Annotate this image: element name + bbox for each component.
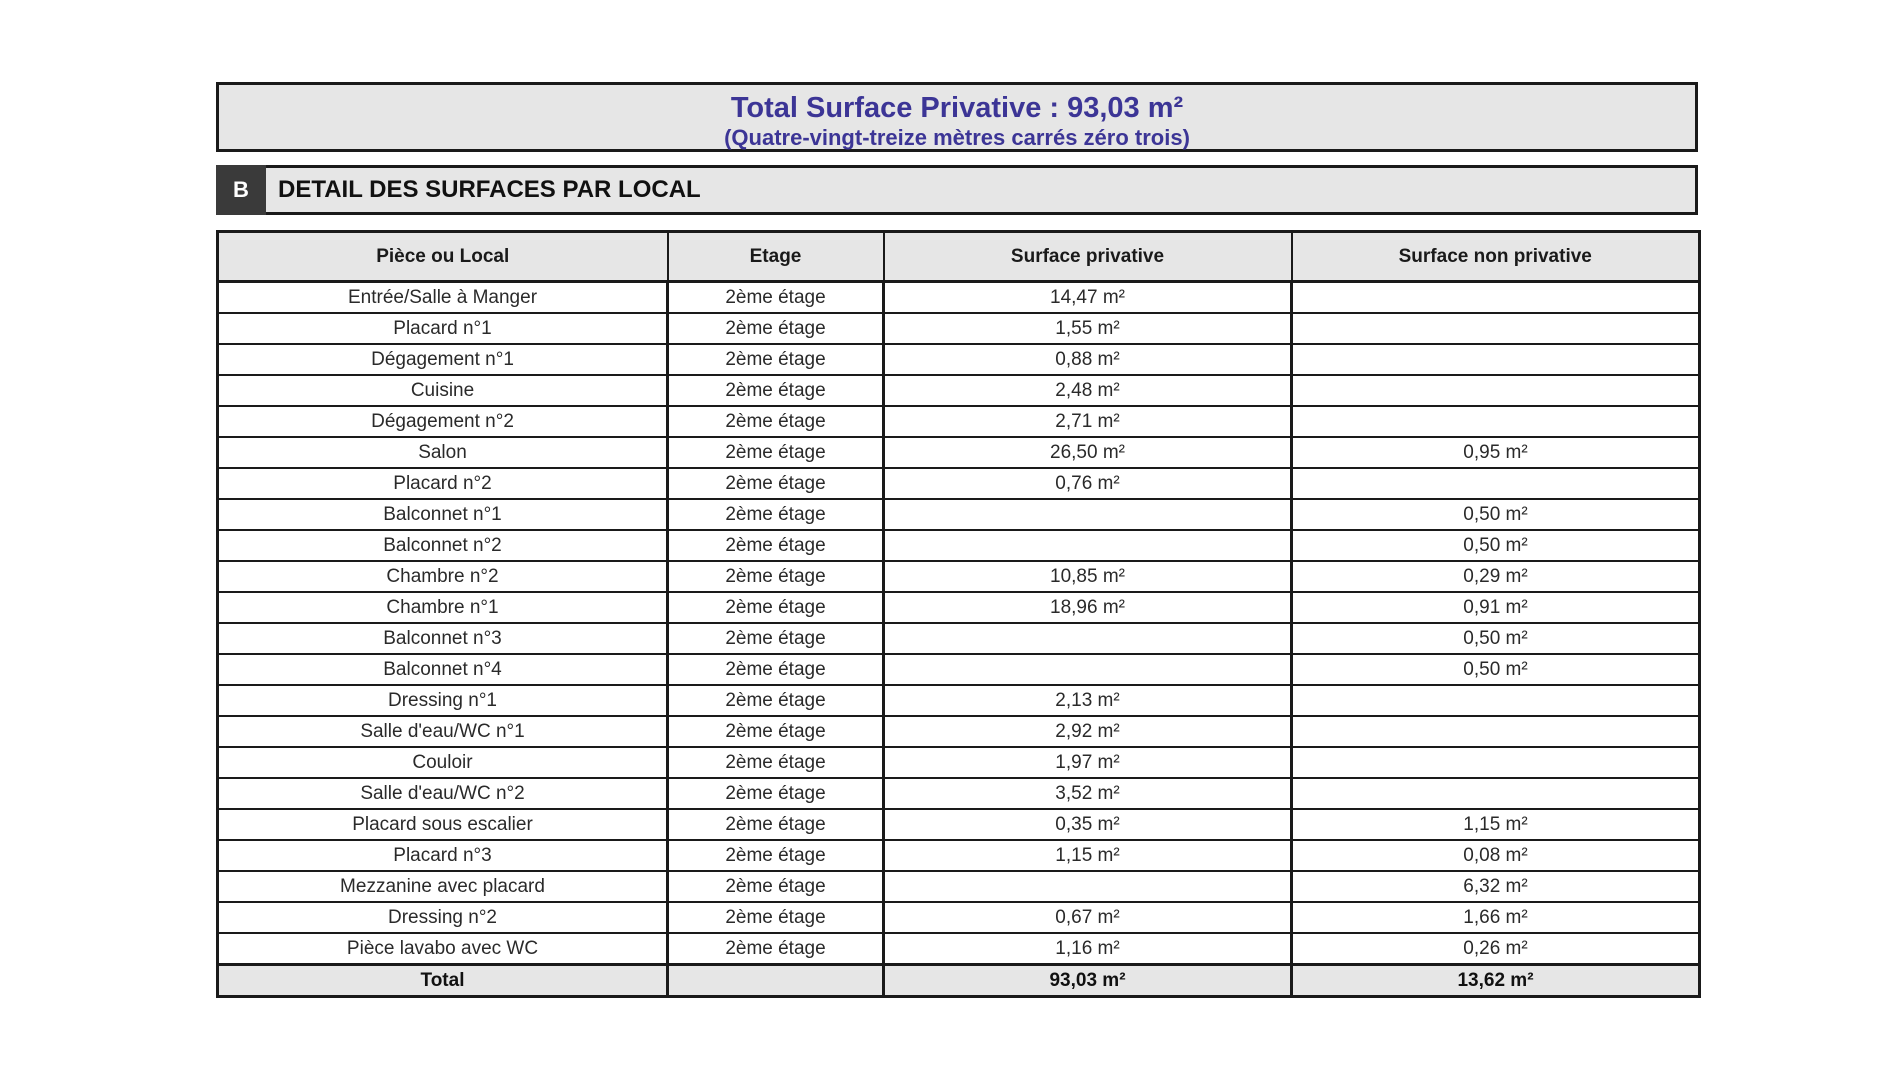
table-row <box>218 313 1700 344</box>
cell-room-name: Placard n°1 <box>218 313 668 344</box>
cell-floor: 2ème étage <box>668 313 884 344</box>
cell-private-surface: 1,15 m² <box>884 840 1292 871</box>
cell-room-name: Chambre n°1 <box>218 592 668 623</box>
table-body <box>218 282 1700 997</box>
cell-room-name: Balconnet n°4 <box>218 654 668 685</box>
total-floor <box>668 965 884 997</box>
cell-non-private-surface: 1,66 m² <box>1292 902 1700 933</box>
cell-non-private-surface <box>1292 282 1700 314</box>
cell-floor: 2ème étage <box>668 468 884 499</box>
cell-non-private-surface <box>1292 406 1700 437</box>
table-row <box>218 871 1700 902</box>
cell-private-surface: 2,92 m² <box>884 716 1292 747</box>
total-surface-summary <box>216 82 1698 152</box>
cell-private-surface: 14,47 m² <box>884 282 1292 314</box>
total-private-surface: 93,03 m² <box>884 965 1292 997</box>
section-letter: B <box>216 165 266 215</box>
cell-floor: 2ème étage <box>668 344 884 375</box>
cell-private-surface: 1,97 m² <box>884 747 1292 778</box>
total-label: Total <box>218 965 668 997</box>
cell-private-surface: 2,13 m² <box>884 685 1292 716</box>
table-total-row <box>218 965 1700 997</box>
cell-floor: 2ème étage <box>668 375 884 406</box>
total-non-private-surface: 13,62 m² <box>1292 965 1700 997</box>
cell-room-name: Entrée/Salle à Manger <box>218 282 668 314</box>
cell-floor: 2ème étage <box>668 716 884 747</box>
column-header-floor: Etage <box>668 232 884 282</box>
table-row <box>218 592 1700 623</box>
cell-room-name: Dressing n°2 <box>218 902 668 933</box>
table-row <box>218 344 1700 375</box>
table-row <box>218 406 1700 437</box>
cell-private-surface <box>884 871 1292 902</box>
table-row <box>218 654 1700 685</box>
cell-room-name: Balconnet n°1 <box>218 499 668 530</box>
cell-non-private-surface <box>1292 778 1700 809</box>
table-row <box>218 685 1700 716</box>
cell-non-private-surface <box>1292 313 1700 344</box>
table-row <box>218 468 1700 499</box>
table-row <box>218 530 1700 561</box>
table-row <box>218 716 1700 747</box>
table-row <box>218 499 1700 530</box>
cell-floor: 2ème étage <box>668 654 884 685</box>
cell-room-name: Placard sous escalier <box>218 809 668 840</box>
cell-non-private-surface <box>1292 747 1700 778</box>
cell-floor: 2ème étage <box>668 871 884 902</box>
cell-floor: 2ème étage <box>668 406 884 437</box>
cell-private-surface <box>884 499 1292 530</box>
cell-room-name: Cuisine <box>218 375 668 406</box>
cell-non-private-surface: 6,32 m² <box>1292 871 1700 902</box>
cell-floor: 2ème étage <box>668 747 884 778</box>
column-header-private-surface: Surface privative <box>884 232 1292 282</box>
cell-floor: 2ème étage <box>668 561 884 592</box>
cell-private-surface: 18,96 m² <box>884 592 1292 623</box>
column-header-non-private-surface: Surface non privative <box>1292 232 1700 282</box>
table-header-row <box>218 232 1700 282</box>
cell-floor: 2ème étage <box>668 530 884 561</box>
cell-non-private-surface <box>1292 716 1700 747</box>
cell-private-surface: 1,16 m² <box>884 933 1292 965</box>
cell-private-surface: 0,88 m² <box>884 344 1292 375</box>
cell-floor: 2ème étage <box>668 685 884 716</box>
cell-floor: 2ème étage <box>668 437 884 468</box>
cell-non-private-surface <box>1292 468 1700 499</box>
table-row <box>218 933 1700 965</box>
cell-non-private-surface: 0,50 m² <box>1292 499 1700 530</box>
cell-room-name: Chambre n°2 <box>218 561 668 592</box>
cell-room-name: Balconnet n°3 <box>218 623 668 654</box>
surface-document <box>216 82 1698 998</box>
cell-floor: 2ème étage <box>668 840 884 871</box>
table-row <box>218 437 1700 468</box>
cell-room-name: Dressing n°1 <box>218 685 668 716</box>
cell-non-private-surface <box>1292 685 1700 716</box>
table-row <box>218 840 1700 871</box>
cell-private-surface: 1,55 m² <box>884 313 1292 344</box>
section-title: DETAIL DES SURFACES PAR LOCAL <box>278 176 701 203</box>
cell-room-name: Placard n°2 <box>218 468 668 499</box>
cell-non-private-surface <box>1292 375 1700 406</box>
cell-floor: 2ème étage <box>668 778 884 809</box>
cell-non-private-surface: 1,15 m² <box>1292 809 1700 840</box>
cell-private-surface: 3,52 m² <box>884 778 1292 809</box>
table-row <box>218 747 1700 778</box>
cell-room-name: Placard n°3 <box>218 840 668 871</box>
column-header-room: Pièce ou Local <box>218 232 668 282</box>
cell-room-name: Couloir <box>218 747 668 778</box>
section-header <box>216 165 1698 215</box>
cell-room-name: Mezzanine avec placard <box>218 871 668 902</box>
cell-room-name: Pièce lavabo avec WC <box>218 933 668 965</box>
cell-non-private-surface: 0,50 m² <box>1292 530 1700 561</box>
cell-room-name: Salle d'eau/WC n°2 <box>218 778 668 809</box>
cell-private-surface: 2,71 m² <box>884 406 1292 437</box>
cell-room-name: Salon <box>218 437 668 468</box>
cell-room-name: Salle d'eau/WC n°1 <box>218 716 668 747</box>
surfaces-table <box>216 230 1701 998</box>
cell-private-surface: 0,35 m² <box>884 809 1292 840</box>
table-row <box>218 778 1700 809</box>
cell-private-surface: 2,48 m² <box>884 375 1292 406</box>
cell-non-private-surface: 0,50 m² <box>1292 654 1700 685</box>
cell-private-surface: 26,50 m² <box>884 437 1292 468</box>
cell-floor: 2ème étage <box>668 499 884 530</box>
cell-room-name: Dégagement n°2 <box>218 406 668 437</box>
cell-non-private-surface: 0,95 m² <box>1292 437 1700 468</box>
cell-non-private-surface: 0,26 m² <box>1292 933 1700 965</box>
cell-floor: 2ème étage <box>668 902 884 933</box>
cell-private-surface <box>884 623 1292 654</box>
table-row <box>218 809 1700 840</box>
table-row <box>218 375 1700 406</box>
cell-floor: 2ème étage <box>668 623 884 654</box>
cell-floor: 2ème étage <box>668 933 884 965</box>
cell-floor: 2ème étage <box>668 592 884 623</box>
table-row <box>218 623 1700 654</box>
cell-room-name: Dégagement n°1 <box>218 344 668 375</box>
cell-floor: 2ème étage <box>668 282 884 314</box>
cell-private-surface <box>884 654 1292 685</box>
total-surface-words: (Quatre-vingt-treize mètres carrés zéro trois) <box>724 125 1190 150</box>
table-row <box>218 561 1700 592</box>
cell-non-private-surface: 0,29 m² <box>1292 561 1700 592</box>
table-row <box>218 282 1700 314</box>
total-surface-title: Total Surface Privative : 93,03 m² <box>730 92 1184 124</box>
cell-floor: 2ème étage <box>668 809 884 840</box>
cell-private-surface: 10,85 m² <box>884 561 1292 592</box>
table-row <box>218 902 1700 933</box>
cell-non-private-surface: 0,91 m² <box>1292 592 1700 623</box>
cell-private-surface: 0,67 m² <box>884 902 1292 933</box>
cell-room-name: Balconnet n°2 <box>218 530 668 561</box>
cell-private-surface: 0,76 m² <box>884 468 1292 499</box>
cell-private-surface <box>884 530 1292 561</box>
cell-non-private-surface <box>1292 344 1700 375</box>
cell-non-private-surface: 0,50 m² <box>1292 623 1700 654</box>
cell-non-private-surface: 0,08 m² <box>1292 840 1700 871</box>
